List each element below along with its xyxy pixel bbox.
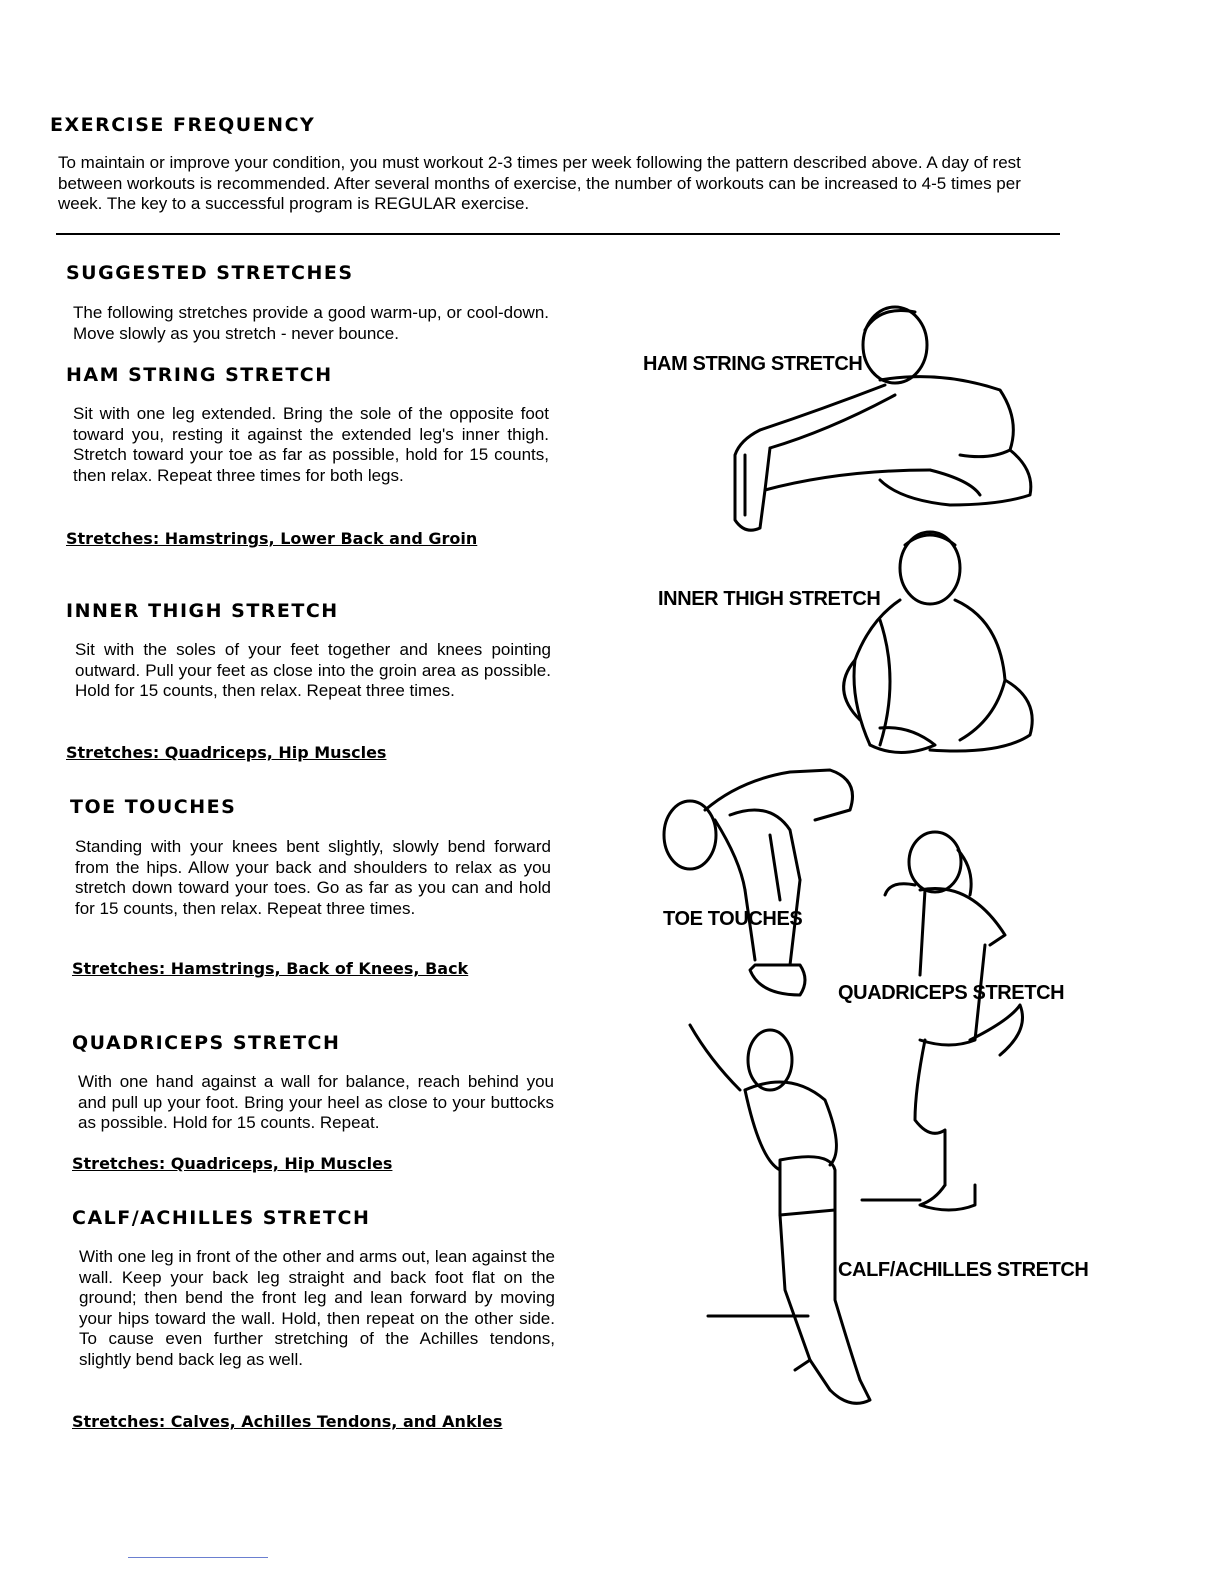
calf-heading: CALF/ACHILLES STRETCH — [72, 1207, 371, 1229]
figure-label-quadriceps: QUADRICEPS STRETCH — [838, 982, 1065, 1004]
quadriceps-heading: QUADRICEPS STRETCH — [72, 1032, 341, 1054]
toe-touches-figure — [664, 770, 853, 995]
hamstring-heading: HAM STRING STRETCH — [66, 364, 333, 386]
inner-thigh-figure — [844, 532, 1033, 753]
footer-line — [128, 1557, 268, 1558]
toe-touches-heading: TOE TOUCHES — [70, 796, 237, 818]
quadriceps-targets: Stretches: Quadriceps, Hip Muscles — [72, 1154, 393, 1173]
inner-thigh-text: Sit with the soles of your feet together and knees pointing outward. Pull your feet as close into the groin area as possible. Hold for 15 counts, then relax. Repeat three times. — [75, 640, 551, 700]
toe-touches-text: Standing with your knees bent slightly, slowly bend forward from the hips. Allow your back and shoulders to relax as you stretch down toward your toes. Go as far as you can and hold for 15 counts, then relax. Repeat three times. — [75, 837, 551, 918]
quadriceps-figure — [862, 832, 1023, 1210]
suggested-heading: SUGGESTED STRETCHES — [66, 262, 354, 284]
figure-label-inner-thigh: INNER THIGH STRETCH — [658, 588, 881, 610]
figure-label-hamstring: HAM STRING STRETCH — [643, 353, 863, 375]
inner-thigh-targets: Stretches: Quadriceps, Hip Muscles — [66, 743, 387, 762]
frequency-heading: EXERCISE FREQUENCY — [50, 114, 316, 136]
figure-label-calf: CALF/ACHILLES STRETCH — [838, 1259, 1089, 1281]
hamstring-figure — [735, 307, 1031, 530]
calf-figure — [690, 1025, 870, 1403]
quadriceps-text: With one hand against a wall for balance, reach behind you and pull up your foot. Bring your heel as close to your buttocks as possible. Hold for 15 counts. Repeat. — [78, 1072, 554, 1132]
inner-thigh-heading: INNER THIGH STRETCH — [66, 600, 339, 622]
suggested-text: The following stretches provide a good warm-up, or cool-down. Move slowly as you stretch - never bounce. — [73, 303, 549, 343]
calf-targets: Stretches: Calves, Achilles Tendons, and Ankles — [72, 1412, 503, 1431]
figure-label-toe-touches: TOE TOUCHES — [663, 908, 803, 930]
frequency-text: To maintain or improve your condition, you must workout 2-3 times per week following the pattern described above. A day of rest between workouts is recommended. After several months of exercise, the number of workouts can be increased to 4-5 times per week. The key to a successful program is REGULAR exercise. — [58, 153, 1021, 213]
toe-touches-targets: Stretches: Hamstrings, Back of Knees, Back — [72, 959, 469, 978]
calf-text: With one leg in front of the other and arms out, lean against the wall. Keep your back leg straight and back foot flat on the ground; then bend the front leg and lean forward by moving your hips toward the wall. Hold, then repeat on the other side. To cause even further stretching of the Achilles tendons, slightly bend back leg as well. — [79, 1247, 555, 1369]
hamstring-targets: Stretches: Hamstrings, Lower Back and Groin — [66, 529, 478, 548]
hamstring-text: Sit with one leg extended. Bring the sole of the opposite foot toward you, resting it against the extended leg's inner thigh. Stretch toward your toe as far as possible, hold for 15 counts, then relax. Repeat three times for both legs. — [73, 404, 549, 485]
